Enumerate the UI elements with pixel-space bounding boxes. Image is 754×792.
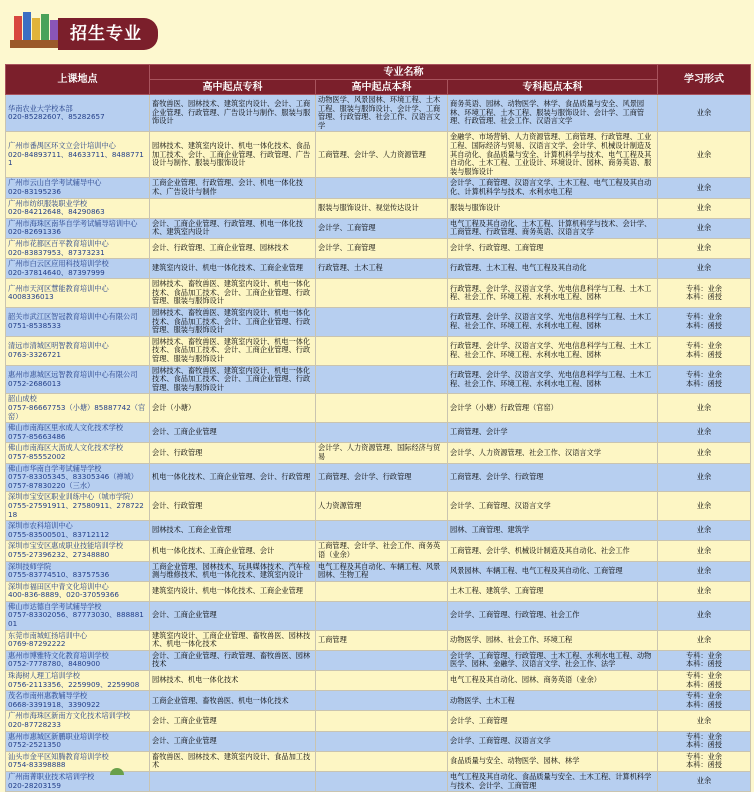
cell-zk-bk: 电气工程及其自动化、园林、商务英语（业余） (448, 671, 658, 691)
cell-hs-bk: 工商管理、会计学、人力资源管理 (316, 132, 448, 178)
cell-hs-zk: 会计、工商企业管理 (150, 711, 316, 731)
cell-location: 广州市纺织服装职业学校 020-84212648、84290863 (6, 198, 150, 218)
cell-hs-bk: 动物医学、风景园林、环境工程、土木工程、服装与服饰设计、会计学、工商管理、行政管理、社会工作、汉语言文学 (316, 95, 448, 132)
cell-form: 业余 (658, 581, 751, 601)
cell-hs-bk: 行政管理、土木工程 (316, 259, 448, 279)
cell-form: 专科：业余 本科：函授 (658, 691, 751, 711)
cell-hs-bk (316, 671, 448, 691)
cell-hs-bk (316, 394, 448, 423)
cell-form: 业余 (658, 238, 751, 258)
cell-form: 业余 (658, 95, 751, 132)
table-body (6, 95, 751, 792)
cell-form: 专科：业余 本科：函授 (658, 650, 751, 670)
cell-form: 业余 (658, 771, 751, 791)
cell-form: 业余 (658, 601, 751, 630)
cell-form: 专科：业余 本科：函授 (658, 365, 751, 394)
table-row (6, 561, 751, 581)
cell-location: 惠州市惠城区远智教育培训中心有限公司 0752-2686013 (6, 365, 150, 394)
cell-zk-bk: 会计学、行政管理、工商管理 (448, 238, 658, 258)
cell-location: 深圳技师学院 0755-83774510、83757536 (6, 561, 150, 581)
table-row (6, 731, 751, 751)
cell-hs-bk: 会计学、工商管理 (316, 218, 448, 238)
table-row (6, 443, 751, 463)
cell-hs-zk: 会计（小塘） (150, 394, 316, 423)
cell-hs-zk: 机电一体化技术、工商企业管理、会计 (150, 541, 316, 561)
cell-hs-zk: 畜牧兽医、园林技术、建筑室内设计、食品加工技术 (150, 751, 316, 771)
cell-location: 汕头市金平区知腾教育培训学校 0754-83398888 (6, 751, 150, 771)
cell-hs-bk (316, 771, 448, 791)
cell-hs-bk (316, 336, 448, 365)
cell-form: 专科：业余 本科：函授 (658, 336, 751, 365)
cell-form: 业余 (658, 178, 751, 198)
cell-hs-zk: 园林技术、畜牧兽医、建筑室内设计、机电一体化技术、食品加工技术、会计、工商企业管理、行政管理、服装与服饰设计 (150, 279, 316, 308)
cell-location: 广州市云山自学考试辅导中心 020-83195236 (6, 178, 150, 198)
cell-hs-zk: 园林技术、机电一体化技术 (150, 671, 316, 691)
cell-form: 业余 (658, 561, 751, 581)
cell-form: 专科：业余 本科：函授 (658, 279, 751, 308)
cell-hs-bk: 会计学、工商管理 (316, 238, 448, 258)
cell-form: 业余 (658, 443, 751, 463)
cell-form: 业余 (658, 541, 751, 561)
cell-hs-bk (316, 423, 448, 443)
cell-form: 业余 (658, 492, 751, 521)
cell-location: 清远市清城区明智教育培训中心 0763-3326721 (6, 336, 150, 365)
cell-location: 佛山市达德自学考试辅导学校 0757-83302056、87773030、88888101 (6, 601, 150, 630)
cell-location: 深圳市福田区中青文化培训中心 400-836-8889、020-37059366 (6, 581, 150, 601)
cell-hs-zk: 会计、行政管理、工商企业管理、园林技术 (150, 238, 316, 258)
cell-hs-zk: 会计、行政管理 (150, 443, 316, 463)
page-header (0, 0, 754, 62)
cell-hs-zk: 建筑室内设计、工商企业管理、畜牧兽医、园林技术、机电一体化技术 (150, 630, 316, 650)
table-row (6, 218, 751, 238)
cell-form: 业余 (658, 218, 751, 238)
cell-hs-bk: 人力资源管理 (316, 492, 448, 521)
cell-hs-zk (150, 771, 316, 791)
cell-zk-bk: 行政管理、土木工程、电气工程及其自动化 (448, 259, 658, 279)
cell-location: 广州市天河区慧能教育培训中心 4008336013 (6, 279, 150, 308)
cell-form: 业余 (658, 463, 751, 492)
cell-hs-zk: 建筑室内设计、机电一体化技术、工商企业管理 (150, 581, 316, 601)
cell-form: 业余 (658, 630, 751, 650)
cell-zk-bk: 风景园林、车辆工程、电气工程及其自动化、工商管理 (448, 561, 658, 581)
cell-hs-zk: 会计、工商企业管理、行政管理、机电一体化技术、建筑室内设计 (150, 218, 316, 238)
cell-hs-bk (316, 691, 448, 711)
cell-zk-bk: 行政管理、会计学、汉语言文学、光电信息科学与工程、土木工程、社会工作、环境工程、水利水电工程、园林 (448, 279, 658, 308)
cell-location: 广州市海珠区南华自学考试辅导培训中心 020-82691336 (6, 218, 150, 238)
cell-hs-bk (316, 178, 448, 198)
cell-location: 广州市花都区百平教育培训中心 020-83837953、87373231 (6, 238, 150, 258)
table-row (6, 336, 751, 365)
table-row (6, 365, 751, 394)
cell-hs-zk: 工商企业管理、行政管理、会计、机电一体化技术、广告设计与制作 (150, 178, 316, 198)
cell-hs-zk: 畜牧兽医、园林技术、建筑室内设计、会计、工商企业管理、行政管理、广告设计与制作、服装与服饰设计 (150, 95, 316, 132)
cell-hs-zk: 工商企业管理、畜牧兽医、机电一体化技术 (150, 691, 316, 711)
cell-zk-bk: 电气工程及其自动化、食品质量与安全、土木工程、计算机科学与技术、会计学、工商管理 (448, 771, 658, 791)
table-row (6, 541, 751, 561)
cell-hs-bk: 电气工程及其自动化、车辆工程、风景园林、生物工程 (316, 561, 448, 581)
cell-hs-zk: 会计、工商企业管理 (150, 601, 316, 630)
cell-zk-bk: 工商管理、会计学 (448, 423, 658, 443)
cell-hs-zk: 会计、行政管理 (150, 492, 316, 521)
cell-form: 业余 (658, 198, 751, 218)
cell-hs-zk: 园林技术、工商企业管理 (150, 521, 316, 541)
cell-location: 韶关市武江区智冠教育培训中心有限公司 0751-8538533 (6, 308, 150, 337)
cell-hs-bk: 工商管理 (316, 630, 448, 650)
cell-hs-bk (316, 365, 448, 394)
cell-zk-bk: 园林、工商管理、建筑学 (448, 521, 658, 541)
cell-hs-zk (150, 198, 316, 218)
cell-location: 佛山市南海区大沥成人文化技术学校 0757-85552002 (6, 443, 150, 463)
table-row (6, 650, 751, 670)
table-row (6, 492, 751, 521)
table-row (6, 581, 751, 601)
cell-zk-bk: 食品质量与安全、动物医学、园林、林学 (448, 751, 658, 771)
cell-location: 深圳市宝安区职业训练中心（城市学院） 0755-27591911、27580911、27872218 (6, 492, 150, 521)
cell-zk-bk: 会计学、工商管理 (448, 711, 658, 731)
page-title: 招生专业 (58, 18, 158, 50)
table-row (6, 279, 751, 308)
table-row (6, 423, 751, 443)
table-row (6, 259, 751, 279)
cell-zk-bk: 商务英语、园林、动物医学、林学、食品质量与安全、风景园林、环境工程、土木工程、服装与服饰设计、会计学、工商管理、行政管理、社会工作、汉语言文学 (448, 95, 658, 132)
cell-hs-zk: 园林技术、畜牧兽医、建筑室内设计、机电一体化技术、食品加工技术、会计、工商企业管理、行政管理、服装与服饰设计 (150, 336, 316, 365)
cell-location: 韶山成校 0757-86667753（小塘）85887742（官窑） (6, 394, 150, 423)
table-row (6, 238, 751, 258)
cell-form: 专科：业余 本科：函授 (658, 671, 751, 691)
cell-zk-bk: 土木工程、建筑学、工商管理 (448, 581, 658, 601)
cell-hs-bk (316, 521, 448, 541)
cell-location: 佛山市华南自学考试辅导学校 0757-83305345、83305346（禅城） 0757-87830220（三水） (6, 463, 150, 492)
table-row (6, 394, 751, 423)
table-row (6, 601, 751, 630)
cell-form: 业余 (658, 394, 751, 423)
table-row (6, 95, 751, 132)
table-row (6, 178, 751, 198)
cell-zk-bk: 会计学、工商管理、汉语言文学 (448, 731, 658, 751)
cell-hs-zk: 会计、工商企业管理 (150, 423, 316, 443)
cell-hs-bk (316, 711, 448, 731)
cell-zk-bk: 会计学、工商管理、汉语言文学 (448, 492, 658, 521)
cell-zk-bk: 行政管理、会计学、汉语言文学、光电信息科学与工程、土木工程、社会工作、环境工程、水利水电工程、园林 (448, 308, 658, 337)
cell-hs-bk (316, 279, 448, 308)
cell-form: 业余 (658, 259, 751, 279)
cell-zk-bk: 会计学（小塘）行政管理（官窑） (448, 394, 658, 423)
cell-hs-bk (316, 731, 448, 751)
table-row (6, 198, 751, 218)
cell-location: 东莞市南城虹扬培训中心 0769-87292222 (6, 630, 150, 650)
table-row (6, 521, 751, 541)
col-location: 上课地点 (6, 65, 150, 95)
cell-hs-bk (316, 751, 448, 771)
cell-hs-bk (316, 581, 448, 601)
enrollment-table (5, 64, 751, 792)
cell-location: 佛山市南海区里水成人文化技术学校 0757-85663486 (6, 423, 150, 443)
cell-zk-bk: 动物医学、园林、社会工作、环境工程 (448, 630, 658, 650)
cell-zk-bk: 会计学、人力资源管理、社会工作、汉语言文学 (448, 443, 658, 463)
cell-zk-bk: 金融学、市场营销、人力资源管理、工商管理、行政管理、工业工程、国际经济与贸易、汉语言文学、会计学、机械设计制造及其自动化、食品质量与安全、计算机科学与技术、电气工程及其自动化、土木工程、工业设计、环境设计、园林、商务英语、服装与服饰设计 (448, 132, 658, 178)
cell-form: 专科：业余 本科：函授 (658, 751, 751, 771)
cell-hs-zk: 园林技术、畜牧兽医、建筑室内设计、机电一体化技术、食品加工技术、会计、工商企业管理、行政管理、服装与服饰设计 (150, 365, 316, 394)
cell-zk-bk: 会计学、工商管理、行政管理、社会工作 (448, 601, 658, 630)
cell-form: 业余 (658, 132, 751, 178)
books-icon (8, 6, 64, 52)
cell-zk-bk: 电气工程及其自动化、土木工程、计算机科学与技术、会计学、工商管理、行政管理、商务英语、汉语言文学 (448, 218, 658, 238)
cell-zk-bk: 行政管理、会计学、汉语言文学、光电信息科学与工程、土木工程、社会工作、环境工程、水利水电工程、园林 (448, 336, 658, 365)
cell-hs-zk: 园林技术、畜牧兽医、建筑室内设计、机电一体化技术、食品加工技术、会计、工商企业管理、行政管理、服装与服饰设计 (150, 308, 316, 337)
cell-hs-bk (316, 650, 448, 670)
cell-hs-zk: 机电一体化技术、工商企业管理、会计、行政管理 (150, 463, 316, 492)
cell-location: 广州市海珠区新南方文化技术培训学校 020-87728233 (6, 711, 150, 731)
col-form: 学习形式 (658, 65, 751, 95)
cell-location: 惠州市惠城区新鹏职业培训学校 0752-2521350 (6, 731, 150, 751)
cell-location: 茂名市南州惠教辅导学校 0668-3391918、3390922 (6, 691, 150, 711)
cell-hs-bk: 会计学、人力资源管理、国际经济与贸易 (316, 443, 448, 463)
cell-zk-bk: 动物医学、土木工程 (448, 691, 658, 711)
cell-hs-zk: 建筑室内设计、机电一体化技术、工商企业管理 (150, 259, 316, 279)
cell-zk-bk: 工商管理、会计学、机械设计制造及其自动化、社会工作 (448, 541, 658, 561)
cell-location: 华南农业大学校本部 020-85282607、85282657 (6, 95, 150, 132)
table-row (6, 691, 751, 711)
cell-zk-bk: 会计学、工商管理、行政管理、土木工程、水利水电工程、动物医学、园林、金融学、汉语言文学、社会工作、法学 (448, 650, 658, 670)
table-row (6, 308, 751, 337)
leaf-decoration (110, 768, 124, 775)
cell-form: 专科：业余 本科：函授 (658, 731, 751, 751)
cell-zk-bk: 会计学、工商管理、汉语言文学、土木工程、电气工程及其自动化、计算机科学与技术、水利水电工程 (448, 178, 658, 198)
cell-form: 业余 (658, 521, 751, 541)
cell-location: 广州市白云区应用科技培训学校 020-37814640、87397999 (6, 259, 150, 279)
col-hs-zk: 高中起点专科 (150, 80, 316, 95)
cell-form: 专科：业余 本科：函授 (658, 308, 751, 337)
cell-hs-bk: 工商管理、会计学、行政管理 (316, 463, 448, 492)
cell-form: 业余 (658, 423, 751, 443)
cell-zk-bk: 工商管理、会计学、行政管理 (448, 463, 658, 492)
cell-hs-zk: 会计、工商企业管理、行政管理、畜牧兽医、园林技术 (150, 650, 316, 670)
cell-hs-zk: 工商企业管理、园林技术、玩具媒体技术、汽车检测与维修技术、机电一体化技术、建筑室内设计 (150, 561, 316, 581)
table-row (6, 463, 751, 492)
cell-hs-bk: 服装与服饰设计、视觉传达设计 (316, 198, 448, 218)
cell-hs-zk: 园林技术、建筑室内设计、机电一体化技术、食品加工技术、会计、工商企业管理、行政管理、广告设计与制作、服装与服饰设计 (150, 132, 316, 178)
cell-zk-bk: 服装与服饰设计 (448, 198, 658, 218)
cell-hs-bk (316, 308, 448, 337)
cell-location: 深圳市宝安区惠成职业技能培训学校 0755-27396232、27348880 (6, 541, 150, 561)
col-zk-bk: 专科起点本科 (448, 80, 658, 95)
cell-location: 珠海树人理工培训学校 0756-2113356、2259909、2259908 (6, 671, 150, 691)
cell-hs-bk: 工商管理、会计学、社会工作、商务英语（业余） (316, 541, 448, 561)
table-row (6, 671, 751, 691)
col-major-group: 专业名称 (150, 65, 658, 80)
cell-location: 广州市番禺区环文立会计培训中心 020-84893711、84633711、84887711 (6, 132, 150, 178)
col-hs-bk: 高中起点本科 (316, 80, 448, 95)
cell-zk-bk: 行政管理、会计学、汉语言文学、光电信息科学与工程、土木工程、社会工作、环境工程、水利水电工程、园林 (448, 365, 658, 394)
table-row (6, 711, 751, 731)
cell-location: 广州南菁职业技术培训学校 020-28203159 (6, 771, 150, 791)
table-row (6, 630, 751, 650)
cell-location: 惠州市博雅特文化教育培训学校 0752-7778780、8480900 (6, 650, 150, 670)
cell-form: 业余 (658, 711, 751, 731)
cell-hs-zk: 会计、工商企业管理 (150, 731, 316, 751)
table-row (6, 132, 751, 178)
cell-hs-bk (316, 601, 448, 630)
cell-location: 深圳市农科培训中心 0755-83500501、83712112 (6, 521, 150, 541)
